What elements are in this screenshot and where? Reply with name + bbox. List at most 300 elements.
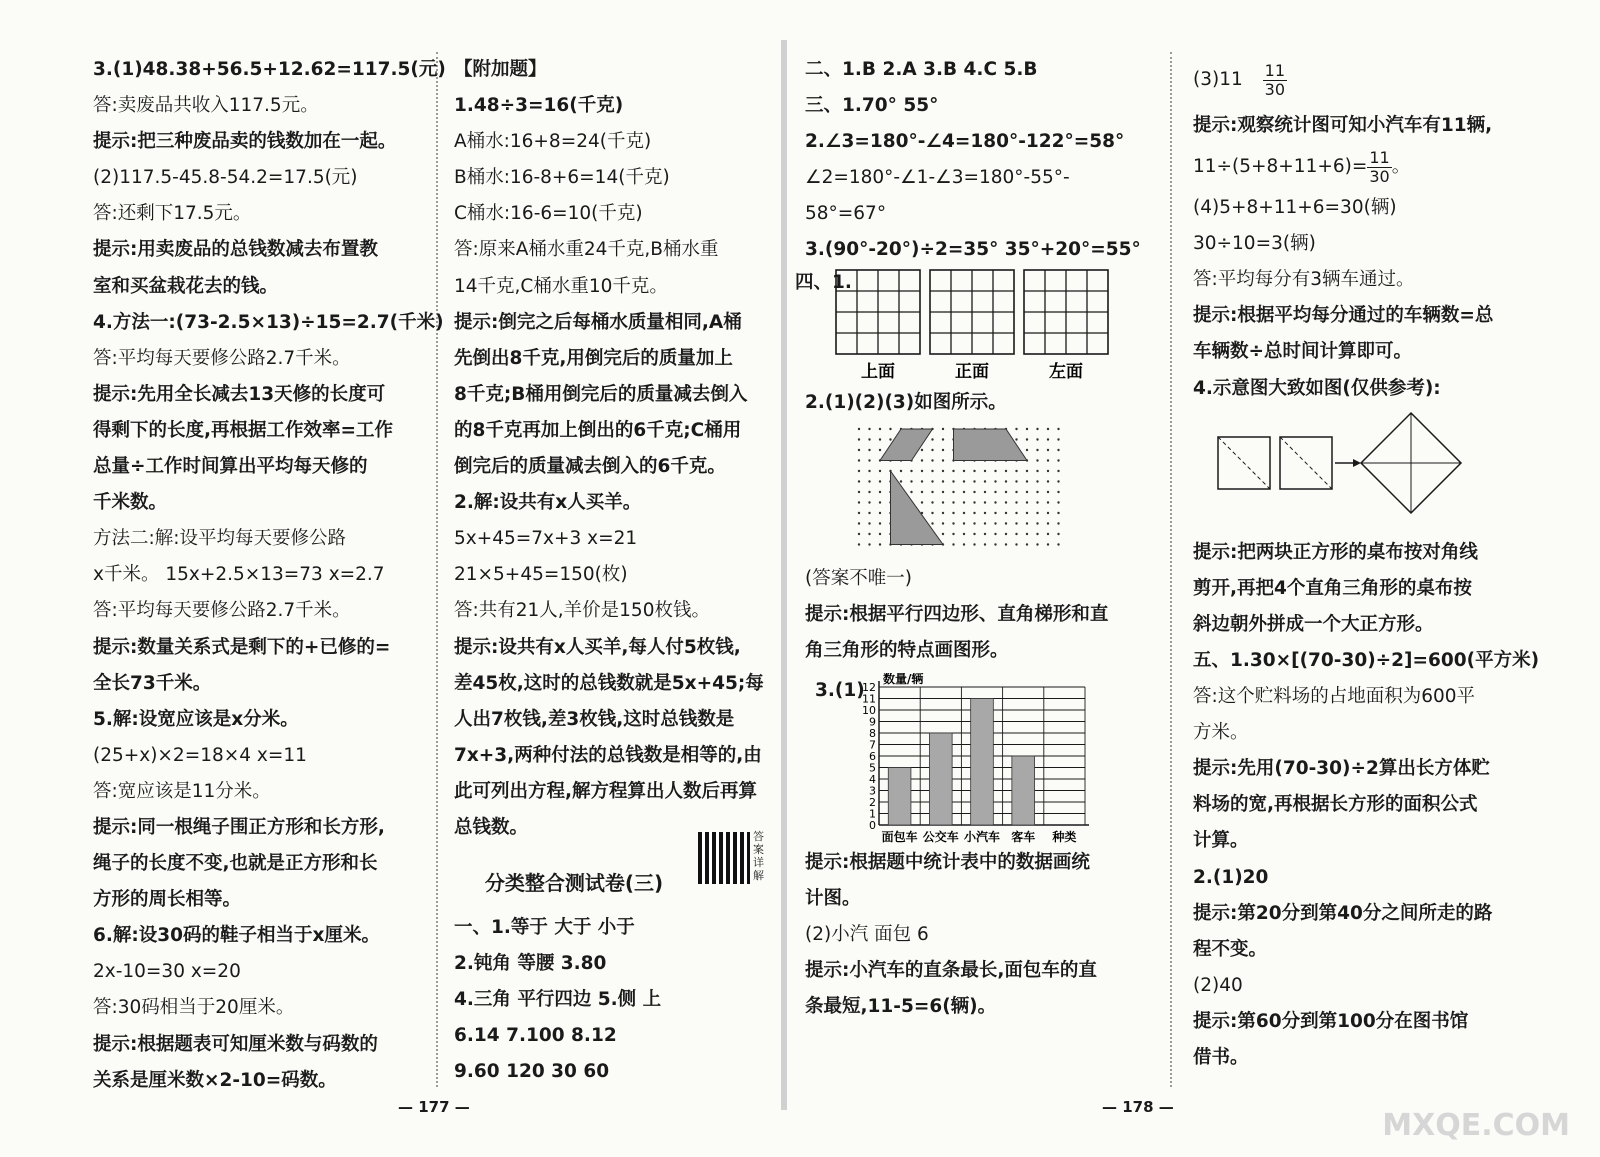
grid-dot bbox=[858, 469, 860, 471]
grid-dot bbox=[984, 511, 986, 513]
grid-dot bbox=[952, 532, 954, 534]
text-line: 提示:先用全长减去13天修的长度可 bbox=[93, 383, 386, 405]
text-line: 4.方法一:(73-2.5×13)÷15=2.7(千米) bbox=[93, 311, 444, 333]
text-line: C桶水:16-6=10(千克) bbox=[454, 203, 643, 225]
grid-dot bbox=[963, 480, 965, 482]
grid-dot bbox=[879, 511, 881, 513]
grid-dot bbox=[921, 459, 923, 461]
square-cut-diagram bbox=[1193, 409, 1538, 533]
answer-column-4 bbox=[1193, 52, 1538, 1076]
text-line: 答:还剩下17.5元。 bbox=[93, 203, 252, 225]
grid-dot bbox=[973, 469, 975, 471]
grid-dot bbox=[879, 532, 881, 534]
grid-dot bbox=[1047, 522, 1049, 524]
text-line: 剪开,再把4个直角三角形的桌布按 bbox=[1193, 577, 1472, 599]
text-line: 1.48÷3=16(千克) bbox=[454, 95, 624, 117]
grid-dot bbox=[921, 448, 923, 450]
y-tick-label: 3 bbox=[869, 784, 876, 798]
grid-dot bbox=[868, 448, 870, 450]
answer-3-value: (3)11 bbox=[1193, 69, 1243, 90]
text-line: 2x-10=30 x=20 bbox=[93, 961, 241, 983]
grid-dot bbox=[868, 501, 870, 503]
grid-dot bbox=[868, 511, 870, 513]
grid-dot bbox=[868, 543, 870, 545]
grid-dot bbox=[1057, 490, 1059, 492]
y-tick-label: 2 bbox=[869, 795, 876, 809]
text-line: 总量÷工作时间算出平均每天修的 bbox=[93, 456, 368, 478]
grid-dot bbox=[942, 448, 944, 450]
grid-dot bbox=[1005, 543, 1007, 545]
text-line: 条最短,11-5=6(辆)。 bbox=[805, 996, 997, 1018]
dot-grid-drawing bbox=[855, 421, 1085, 557]
x-tick-label: 客车 bbox=[1011, 829, 1036, 843]
grid-dot bbox=[868, 532, 870, 534]
y-tick-label: 6 bbox=[869, 749, 876, 763]
text-line: 3.(90°-20°)÷2=35° 35°+20°=55° bbox=[805, 239, 1141, 261]
grid-dot bbox=[1026, 427, 1028, 429]
grid-dot bbox=[1015, 438, 1017, 440]
grid-dot bbox=[1057, 427, 1059, 429]
text-line: 58°=67° bbox=[805, 203, 887, 225]
text-line: (25+x)×2=18×4 x=11 bbox=[93, 744, 307, 766]
grid-dot bbox=[1026, 501, 1028, 503]
text-line: 此可列出方程,解方程算出人数后再算 bbox=[454, 780, 758, 802]
grid-dot bbox=[868, 490, 870, 492]
grid-dot bbox=[879, 490, 881, 492]
three-views-grids bbox=[835, 269, 1165, 381]
diagonal-cut bbox=[1280, 437, 1332, 489]
grid-dot bbox=[1036, 480, 1038, 482]
grid-dot bbox=[1036, 448, 1038, 450]
text-line: B桶水:16-8+6=14(千克) bbox=[454, 167, 670, 189]
grid-dot bbox=[931, 459, 933, 461]
text-line: 差45枚,这时的总钱数就是5x+45;每 bbox=[454, 672, 764, 694]
fraction-numerator: 11 bbox=[1264, 60, 1285, 80]
grid-dot bbox=[1047, 480, 1049, 482]
page-number-right: — 178 — bbox=[1102, 1098, 1174, 1116]
text-line: 绳子的长度不变,也就是正方形和长 bbox=[93, 853, 378, 875]
grid-dot bbox=[1026, 438, 1028, 440]
grid-dot bbox=[910, 480, 912, 482]
y-tick-label: 7 bbox=[869, 738, 876, 752]
grid-dot bbox=[952, 480, 954, 482]
grid-dot bbox=[931, 448, 933, 450]
grid-dot bbox=[1047, 490, 1049, 492]
text-line: (答案不唯一) bbox=[805, 567, 912, 589]
text-line: 方法二:解:设平均每天要修公路 bbox=[93, 528, 346, 550]
text-line: 一、1.等于 大于 小于 bbox=[454, 917, 635, 939]
y-tick-label: 8 bbox=[869, 726, 876, 740]
bar-2 bbox=[971, 698, 994, 825]
text-line: 14千克,C桶水重10千克。 bbox=[454, 275, 668, 297]
text-line: (2)40 bbox=[1193, 974, 1243, 996]
page-number-left: — 177 — bbox=[398, 1098, 470, 1116]
text-line: 二、1.B 2.A 3.B 4.C 5.B bbox=[805, 59, 1038, 80]
grid-dot bbox=[1026, 490, 1028, 492]
grid-dot bbox=[1057, 448, 1059, 450]
text-line: 计图。 bbox=[805, 888, 861, 910]
grid-dot bbox=[1047, 459, 1049, 461]
y-tick-label: 10 bbox=[862, 703, 876, 717]
grid-dot bbox=[1047, 448, 1049, 450]
text-line: 提示:根据平均每分通过的车辆数=总 bbox=[1193, 305, 1494, 327]
text-line: 4.三角 平行四边 5.侧 上 bbox=[454, 989, 662, 1011]
grid-dot bbox=[1015, 490, 1017, 492]
text-line: 倒完后的质量减去倒入的6千克。 bbox=[454, 456, 726, 478]
text-line: 的8千克再加上倒出的6千克;C桶用 bbox=[454, 419, 742, 441]
text-line: x千米。 15x+2.5×13=73 x=2.7 bbox=[93, 564, 385, 586]
grid-dot bbox=[973, 490, 975, 492]
view-label: 上面 bbox=[861, 361, 895, 381]
grid-dot bbox=[1005, 501, 1007, 503]
grid-dot bbox=[1057, 469, 1059, 471]
grid-dot bbox=[868, 438, 870, 440]
grid-dot bbox=[858, 448, 860, 450]
grid-dot bbox=[879, 480, 881, 482]
y-tick-label: 12 bbox=[862, 680, 876, 694]
text-line: 30÷10=3(辆) bbox=[1193, 233, 1316, 255]
text-line: 2.(1)20 bbox=[1193, 866, 1269, 888]
grid-dot bbox=[868, 480, 870, 482]
grid-dot bbox=[984, 501, 986, 503]
view-label: 左面 bbox=[1049, 361, 1083, 381]
grid-dot bbox=[868, 469, 870, 471]
grid-dot bbox=[858, 480, 860, 482]
text-line: 程不变。 bbox=[1193, 938, 1268, 960]
grid-dot bbox=[879, 469, 881, 471]
grid-dot bbox=[1057, 438, 1059, 440]
grid-dot bbox=[921, 501, 923, 503]
grid-dot bbox=[952, 501, 954, 503]
grid-dot bbox=[942, 427, 944, 429]
y-tick-label: 5 bbox=[869, 761, 876, 775]
grid-dot bbox=[942, 532, 944, 534]
text-line: 计算。 bbox=[1193, 830, 1249, 852]
text-line: (2)117.5-45.8-54.2=17.5(元) bbox=[93, 167, 358, 189]
text-line: 斜边朝外拼成一个大正方形。 bbox=[1193, 613, 1434, 635]
grid-dot bbox=[984, 532, 986, 534]
fraction-denominator: 30 bbox=[1264, 79, 1285, 99]
grid-dot bbox=[994, 522, 996, 524]
grid-dot bbox=[1026, 511, 1028, 513]
bar-1 bbox=[929, 733, 952, 825]
grid-dot bbox=[1026, 522, 1028, 524]
text-line: 2.(1)(2)(3)如图所示。 bbox=[805, 391, 1007, 413]
grid-dot bbox=[1005, 511, 1007, 513]
grid-dot bbox=[942, 469, 944, 471]
text-line: 提示:数量关系式是剩下的+已修的= bbox=[93, 636, 391, 658]
grid-dot bbox=[1047, 543, 1049, 545]
grid-dot bbox=[900, 480, 902, 482]
grid-dot bbox=[1036, 501, 1038, 503]
grid-dot bbox=[868, 459, 870, 461]
text-line: 提示:根据题表可知厘米数与码数的 bbox=[93, 1033, 378, 1055]
view-label: 正面 bbox=[955, 361, 989, 381]
grid-dot bbox=[858, 501, 860, 503]
grid-dot bbox=[952, 522, 954, 524]
text-line: 提示:小汽车的直条最长,面包车的直 bbox=[805, 960, 1097, 982]
bar-chart bbox=[857, 673, 1127, 843]
diagonal-cut bbox=[1218, 437, 1270, 489]
text-line: 【附加题】 bbox=[454, 59, 547, 80]
grid-dot bbox=[963, 501, 965, 503]
text-line: 2.解:设共有x人买羊。 bbox=[454, 492, 642, 514]
text-line: 2.∠3=180°-∠4=180°-122°=58° bbox=[805, 131, 1125, 153]
grid-dot bbox=[1057, 543, 1059, 545]
text-line: 提示:观察统计图可知小汽车有11辆, bbox=[1193, 115, 1493, 136]
grid-dot bbox=[994, 543, 996, 545]
text-line: 提示:先用(70-30)÷2算出长方体贮 bbox=[1193, 758, 1490, 780]
grid-dot bbox=[984, 522, 986, 524]
grid-dot bbox=[952, 511, 954, 513]
grid-dot bbox=[1047, 501, 1049, 503]
grid-dot bbox=[1047, 438, 1049, 440]
text-line: 提示:同一根绳子围正方形和长方形, bbox=[93, 816, 385, 838]
grid-dot bbox=[868, 522, 870, 524]
grid-dot bbox=[931, 469, 933, 471]
text-line: 全长73千米。 bbox=[93, 672, 212, 694]
grid-dot bbox=[879, 438, 881, 440]
y-tick-label: 9 bbox=[869, 715, 876, 729]
y-axis-label: 数量/辆 bbox=[883, 672, 924, 686]
text-line: 8千克;B桶用倒完后的质量减去倒入 bbox=[454, 383, 748, 405]
grid-dot bbox=[973, 543, 975, 545]
grid-dot bbox=[984, 543, 986, 545]
equation-suffix: 。 bbox=[1391, 156, 1411, 178]
grid-dot bbox=[900, 469, 902, 471]
text-line: 提示:把三种废品卖的钱数加在一起。 bbox=[93, 131, 397, 153]
y-tick-label: 4 bbox=[869, 772, 876, 786]
y-tick-label: 1 bbox=[869, 807, 876, 821]
grid-dot bbox=[1026, 532, 1028, 534]
text-line: 提示:倒完之后每桶水质量相同,A桶 bbox=[454, 311, 742, 333]
text-line: 4.示意图大致如图(仅供参考): bbox=[1193, 377, 1441, 399]
text-line: ∠2=180°-∠1-∠3=180°-55°- bbox=[805, 167, 1070, 189]
grid-dot bbox=[973, 480, 975, 482]
grid-dot bbox=[879, 448, 881, 450]
grid-dot bbox=[963, 469, 965, 471]
text-line: 6.14 7.100 8.12 bbox=[454, 1025, 617, 1047]
grid-dot bbox=[1036, 438, 1038, 440]
text-line: 室和买盆栽花去的钱。 bbox=[93, 275, 279, 297]
grid-dot bbox=[1015, 543, 1017, 545]
grid-dot bbox=[952, 543, 954, 545]
fraction bbox=[1263, 62, 1287, 99]
grid-dot bbox=[994, 490, 996, 492]
text-line: 料场的宽,再根据长方形的面积公式 bbox=[1193, 794, 1478, 816]
text-line: 答:共有21人,羊价是150枚钱。 bbox=[454, 600, 710, 622]
text-line: 答:平均每天要修公路2.7千米。 bbox=[93, 347, 351, 369]
grid-dot bbox=[1015, 522, 1017, 524]
grid-dot bbox=[1057, 522, 1059, 524]
text-line: 答:平均每天要修公路2.7千米。 bbox=[93, 600, 351, 622]
grid-dot bbox=[931, 490, 933, 492]
grid-dot bbox=[973, 522, 975, 524]
grid-dot bbox=[879, 427, 881, 429]
x-tick-label: 面包车 bbox=[881, 829, 918, 843]
text-line: 提示:根据平行四边形、直角梯形和直 bbox=[805, 603, 1109, 625]
text-line: 5x+45=7x+3 x=21 bbox=[454, 528, 638, 550]
grid-dot bbox=[1047, 532, 1049, 534]
grid-dot bbox=[1036, 469, 1038, 471]
grid-dot bbox=[1015, 511, 1017, 513]
fraction-denominator: 30 bbox=[1369, 166, 1390, 186]
grid-dot bbox=[921, 469, 923, 471]
grid-dot bbox=[858, 532, 860, 534]
grid-dot bbox=[1036, 427, 1038, 429]
text-line: 提示:用卖废品的总钱数减去布置教 bbox=[93, 239, 378, 261]
text-line: 答:30码相当于20厘米。 bbox=[93, 997, 295, 1019]
text-line: 车辆数÷总时间计算即可。 bbox=[1193, 341, 1413, 363]
grid-dot bbox=[931, 438, 933, 440]
chart-question-label: 3.(1) bbox=[815, 679, 865, 701]
three-views-figure bbox=[795, 269, 1155, 385]
grid-dot bbox=[1015, 469, 1017, 471]
grid-dot bbox=[1036, 532, 1038, 534]
text-line: 千米数。 bbox=[93, 492, 168, 514]
grid-dot bbox=[858, 543, 860, 545]
equation-text: 11÷(5+8+11+6)= bbox=[1193, 156, 1368, 178]
grid-dot bbox=[1026, 480, 1028, 482]
right-triangle-shape bbox=[891, 471, 944, 545]
grid-dot bbox=[1057, 532, 1059, 534]
grid-dot bbox=[889, 427, 891, 429]
text-line: 方形的周长相等。 bbox=[93, 889, 242, 911]
grid-dot bbox=[1026, 469, 1028, 471]
grid-dot bbox=[910, 490, 912, 492]
text-line: 总钱数。 bbox=[454, 816, 529, 838]
qr-code[interactable] bbox=[698, 832, 750, 884]
text-line: 提示:把两块正方形的桌布按对角线 bbox=[1193, 541, 1478, 563]
text-line: 提示:第20分到第40分之间所走的路 bbox=[1193, 902, 1493, 924]
section-title: 分类整合测试卷(三) bbox=[484, 871, 664, 896]
grid-dot bbox=[858, 511, 860, 513]
column-divider bbox=[436, 52, 438, 1087]
grid-dot bbox=[942, 501, 944, 503]
text-line: 方米。 bbox=[1193, 722, 1249, 744]
text-line: 3.(1)48.38+56.5+12.62=117.5(元) bbox=[93, 59, 446, 80]
grid-dot bbox=[994, 532, 996, 534]
grid-dot bbox=[889, 438, 891, 440]
parallelogram-shape bbox=[880, 429, 933, 461]
grid-dot bbox=[1005, 480, 1007, 482]
grid-dot bbox=[1036, 543, 1038, 545]
y-tick-label: 11 bbox=[862, 692, 876, 706]
grid-dot bbox=[1047, 511, 1049, 513]
text-line: 提示:设共有x人买羊,每人付5枚钱, bbox=[454, 636, 741, 658]
grid-dot bbox=[1015, 501, 1017, 503]
watermark: MXQE.COM bbox=[1382, 1108, 1570, 1143]
y-tick-label: 0 bbox=[869, 818, 876, 832]
grid-dot bbox=[1057, 501, 1059, 503]
bar-3 bbox=[1012, 756, 1035, 825]
text-line: 答:这个贮料场的占地面积为600平 bbox=[1193, 686, 1476, 708]
grid-dot bbox=[942, 459, 944, 461]
grid-dot bbox=[858, 459, 860, 461]
grid-dot bbox=[1036, 522, 1038, 524]
grid-dot bbox=[1047, 469, 1049, 471]
grid-dot bbox=[931, 501, 933, 503]
grid-dot bbox=[858, 490, 860, 492]
text-line: 提示:根据题中统计表中的数据画统 bbox=[805, 851, 1090, 873]
grid-dot bbox=[858, 438, 860, 440]
answer-column-1 bbox=[93, 52, 446, 1099]
text-line: 借书。 bbox=[1193, 1046, 1249, 1068]
grid-dot bbox=[942, 511, 944, 513]
tablecloth-diagram bbox=[1193, 407, 1538, 535]
grid-dot bbox=[921, 480, 923, 482]
text-line: 答:卖废品共收入117.5元。 bbox=[93, 95, 319, 117]
grid-dot bbox=[973, 532, 975, 534]
grid-dot bbox=[1005, 532, 1007, 534]
x-tick-label: 公交车 bbox=[922, 829, 959, 843]
grid-dot bbox=[1036, 511, 1038, 513]
grid-dot bbox=[942, 480, 944, 482]
text-line: 2.钝角 等腰 3.80 bbox=[454, 953, 607, 975]
grid-dot bbox=[1015, 480, 1017, 482]
grid-dot bbox=[984, 469, 986, 471]
answer-column-3 bbox=[795, 52, 1155, 1025]
grid-dot bbox=[994, 469, 996, 471]
text-line: 先倒出8千克,用倒完后的质量加上 bbox=[454, 347, 733, 369]
grid-dot bbox=[973, 501, 975, 503]
grid-dot bbox=[984, 480, 986, 482]
text-line: 五、1.30×[(70-30)÷2]=600(平方米) bbox=[1193, 649, 1540, 671]
grid-dot bbox=[994, 501, 996, 503]
grid-dot bbox=[1026, 448, 1028, 450]
dot-grid-figure bbox=[805, 421, 1155, 561]
grid-dot bbox=[1005, 469, 1007, 471]
text-line: 9.60 120 30 60 bbox=[454, 1061, 610, 1083]
grid-dot bbox=[1026, 543, 1028, 545]
text-line: (2)小汽 面包 6 bbox=[805, 924, 929, 946]
grid-dot bbox=[858, 427, 860, 429]
x-axis-label: 种类 bbox=[1052, 829, 1077, 843]
grid-dot bbox=[1057, 459, 1059, 461]
grid-dot bbox=[963, 532, 965, 534]
grid-dot bbox=[963, 511, 965, 513]
grid-dot bbox=[1047, 427, 1049, 429]
grid-dot bbox=[963, 490, 965, 492]
text-line: 5.解:设宽应该是x分米。 bbox=[93, 708, 299, 730]
grid-dot bbox=[994, 511, 996, 513]
text-line: 答:宽应该是11分米。 bbox=[93, 780, 271, 802]
text-line: 21×5+45=150(枚) bbox=[454, 564, 628, 586]
grid-dot bbox=[921, 490, 923, 492]
grid-dot bbox=[931, 480, 933, 482]
text-line: 7x+3,两种付法的总钱数是相等的,由 bbox=[454, 744, 762, 766]
grid-dot bbox=[931, 522, 933, 524]
grid-dot bbox=[963, 522, 965, 524]
fraction-numerator: 11 bbox=[1369, 147, 1390, 167]
grid-dot bbox=[984, 490, 986, 492]
arrow-head bbox=[1353, 459, 1361, 467]
grid-dot bbox=[1015, 427, 1017, 429]
text-line: 三、1.70° 55° bbox=[805, 95, 939, 117]
grid-dot bbox=[879, 522, 881, 524]
grid-dot bbox=[994, 480, 996, 482]
column-divider bbox=[1170, 52, 1172, 1087]
grid-dot bbox=[1036, 459, 1038, 461]
text-line: 提示:第60分到第100分在图书馆 bbox=[1193, 1010, 1469, 1032]
right-trapezoid-shape bbox=[954, 429, 1028, 461]
grid-dot bbox=[942, 490, 944, 492]
grid-dot bbox=[1005, 490, 1007, 492]
grid-dot bbox=[973, 511, 975, 513]
text-line: 得剩下的长度,再根据工作效率=工作 bbox=[93, 419, 394, 441]
bar-chart-figure bbox=[805, 673, 1155, 845]
grid-dot bbox=[952, 469, 954, 471]
